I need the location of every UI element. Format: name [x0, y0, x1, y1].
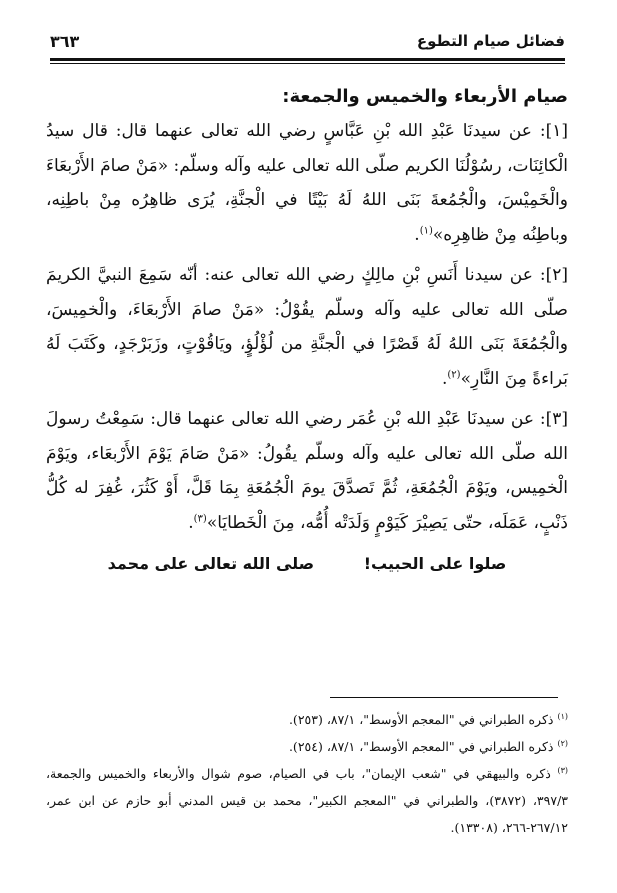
- footnote-item: [46, 760, 568, 841]
- salawat-left: صلى الله تعالى على محمد: [107, 554, 315, 573]
- section-title: صيام الأربعاء والخميس والجمعة:: [282, 86, 568, 107]
- hadith-paragraph: [١]: عن سيدنَا عَبْدِ الله بْنِ عَبَّاسٍ رضي الله تعالى عنهما قال: قال سيدُ الْكائِنَات، رسُوْلُنَا الكريم صلّى الله تعالى عليه وآله وسلّم: «مَنْ صامَ الأَرْبعَاءَ والْخَمِيْسَ، والْجُمُعةَ بَنَى اللهُ لَهُ بَيْتًا في الْجنَّةِ، يُرَى ظاهِرُه مِنْ باطِنِه، وباطِنُه مِنْ ظاهِرِه»$^{(١)}$.: [46, 121, 568, 245]
- footnote-ref[interactable]: (٣): [193, 512, 207, 524]
- hadith-text: عن سيدنَا عَبْدِ الله بْنِ عَبَّاسٍ رضي الله تعالى عنهما قال: قال سيدُ الْكائِنَات، رسُوْلُنَا الكريم صلّى الله تعالى عليه وآله وسلّم: «مَنْ صامَ الأَرْبعَاءَ والْخَمِيْسَ، والْجُمُعةَ بَنَى اللهُ لَهُ بَيْتًا في الْجنَّةِ، يُرَى ظاهِرُه مِنْ باطِنِه، وباطِنُه مِنْ ظاهِرِه»: [46, 121, 568, 245]
- hadith-number: [٣]:: [539, 409, 568, 429]
- footnote-text: ذكره والبيهقي في "شعب الإيمان"، باب في الصيام، صوم شوال والأربعاء والخميس والجمعة، ٣٩٧/٣، (٣٨٧٢)، والطبراني في "المعجم الكبير"، محمد بن قيس المدني أبو حازم عن ابن عمر، ٢٦٧/١٢-٢٦٦، (١٣٣٠٨).: [46, 766, 568, 835]
- header-rule-thick: [50, 58, 565, 61]
- hadith-text: عن سيدنا أَنَسِ بْنِ مالِكٍ رضي الله تعالى عنه: أنّه سَمِعَ النبيَّ الكريمَ صلّى الله تعالى عليه وآله وسلّم يقُوْلُ: «مَنْ صامَ الأَرْبعَاءَ، والْخمِيسَ، والْجُمُعَةَ بَنَى اللهُ لَهُ قَصْرًا في الْجنَّةِ من لُؤْلُؤٍ، ويَاقُوْتٍ، وزَبَرْجَدٍ، وكَتَبَ لَهُ بَراءةً مِنَ النَّارِ»: [46, 265, 568, 389]
- hadith-text: عن سيدنَا عَبْدِ الله بْنِ عُمَر رضي الله تعالى عنهما قال: سَمِعْتُ رسولَ الله صلّى الله تعالى عليه وآله وسلّم يقُولُ: «مَنْ صَامَ يَوْمَ الأَرْبعَاء، ويَوْمَ الْخمِيس، ويَوْمَ الْجُمُعَةِ، ثُمَّ تَصدَّقَ يومَ الْجُمُعَةِ بِمَا قَلَّ، أَوْ كَثُرَ، غُفِرَ له كُلُّ ذَنْبٍ، عَمَلَه، حتّى يَصِيْرَ كَيَوْمٍ وَلَدَتْه أُمُّه، مِنَ الْخَطايَا»: [46, 409, 568, 533]
- footnote-marker: (٢): [557, 738, 568, 748]
- footnote-item: [46, 706, 568, 733]
- footnote-item: [46, 733, 568, 760]
- hadith-paragraph: [٢]: عن سيدنا أَنَسِ بْنِ مالِكٍ رضي الله تعالى عنه: أنّه سَمِعَ النبيَّ الكريمَ صلّى الله تعالى عليه وآله وسلّم يقُوْلُ: «مَنْ صامَ الأَرْبعَاءَ، والْخمِيسَ، والْجُمُعَةَ بَنَى اللهُ لَهُ قَصْرًا في الْجنَّةِ من لُؤْلُؤٍ، ويَاقُوْتٍ، وزَبَرْجَدٍ، وكَتَبَ لَهُ بَراءةً مِنَ النَّارِ»$^{(٢)}$.: [46, 265, 568, 389]
- footnote-ref[interactable]: (١): [419, 224, 433, 236]
- footnote-marker: (٣): [557, 765, 568, 775]
- footnote-text: ذكره الطبراني في "المعجم الأوسط"، ٨٧/١، (٢٥٤).: [288, 739, 554, 754]
- hadith-paragraph: [٣]: عن سيدنَا عَبْدِ الله بْنِ عُمَر رضي الله تعالى عنهما قال: سَمِعْتُ رسولَ الله صلّى الله تعالى عليه وآله وسلّم يقُولُ: «مَنْ صَامَ يَوْمَ الأَرْبعَاء، ويَوْمَ الْخمِيس، ويَوْمَ الْجُمُعَةِ، ثُمَّ تَصدَّقَ يومَ الْجُمُعَةِ بِمَا قَلَّ، أَوْ كَثُرَ، غُفِرَ له كُلُّ ذَنْبٍ، عَمَلَه، حتّى يَصِيْرَ كَيَوْمٍ وَلَدَتْه أُمُّه، مِنَ الْخَطايَا»$^{(٣)}$.: [46, 409, 568, 533]
- footnote-text: ذكره الطبراني في "المعجم الأوسط"، ٨٧/١، (٢٥٣).: [288, 712, 554, 727]
- salawat-right: صلوا على الحبيب!: [363, 554, 507, 573]
- page-number: ٣٦٣: [50, 32, 80, 51]
- hadith-number: [٢]:: [539, 265, 568, 285]
- hadith-number: [١]:: [539, 121, 568, 141]
- footnotes: [46, 706, 568, 841]
- main-text: [46, 82, 568, 578]
- page-header: [50, 28, 565, 58]
- footnote-ref[interactable]: (٢): [447, 368, 461, 380]
- running-title: فضائل صيام التطوع: [416, 32, 565, 50]
- header-rule-thin: [50, 63, 565, 64]
- salawat-line: [46, 550, 568, 578]
- footnote-separator: [330, 697, 558, 698]
- footnote-marker: (١): [557, 711, 568, 721]
